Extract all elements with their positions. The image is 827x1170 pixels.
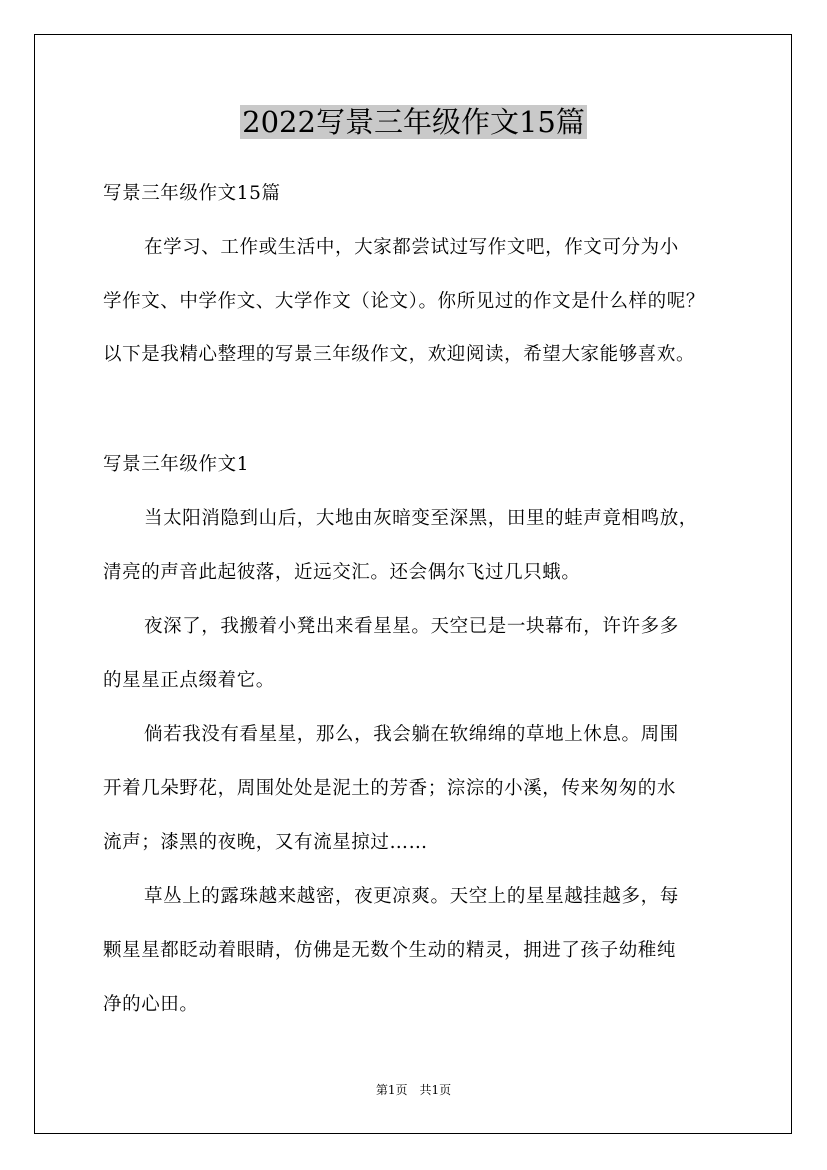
body-line-8: 草丛上的露珠越来越密，夜更凉爽。天空上的星星越挂越多，每 xyxy=(144,886,679,907)
document-title-text: 2022写景三年级作文15篇 xyxy=(242,105,585,139)
body-line-5: 倘若我没有看星星，那么，我会躺在软绵绵的草地上休息。周围 xyxy=(144,724,679,745)
intro-line-2: 学作文、中学作文、大学作文（论文）。你所见过的作文是什么样的呢？ xyxy=(103,291,705,312)
intro-line-3: 以下是我精心整理的写景三年级作文，欢迎阅读，希望大家能够喜欢。 xyxy=(103,344,696,365)
body-line-4: 的星星正点缀着它。 xyxy=(103,670,275,691)
body-line-2: 清亮的声音此起彼落，近远交汇。还会偶尔飞过几只蛾。 xyxy=(103,562,581,583)
body-line-9: 颗星星都眨动着眼睛，仿佛是无数个生动的精灵，拥进了孩子幼稚纯 xyxy=(103,940,677,961)
body-line-10: 净的心田。 xyxy=(103,994,199,1015)
body-line-6: 开着几朵野花，周围处处是泥土的芳香；淙淙的小溪，传来匆匆的水 xyxy=(103,778,677,799)
document-title xyxy=(0,100,827,144)
body-line-7: 流声；漆黑的夜晚，又有流星掠过…… xyxy=(103,832,428,853)
intro-line-1: 在学习、工作或生活中，大家都尝试过写作文吧，作文可分为小 xyxy=(144,237,679,258)
body-line-3: 夜深了，我搬着小凳出来看星星。天空已是一块幕布，许许多多 xyxy=(144,616,679,637)
document-subtitle: 写景三年级作文15篇 xyxy=(103,183,281,204)
section-heading: 写景三年级作文1 xyxy=(103,454,250,475)
body-line-1: 当太阳消隐到山后，大地由灰暗变至深黑，田里的蛙声竟相鸣放， xyxy=(144,508,698,529)
page-number: 第1页 共1页 xyxy=(375,1083,452,1097)
